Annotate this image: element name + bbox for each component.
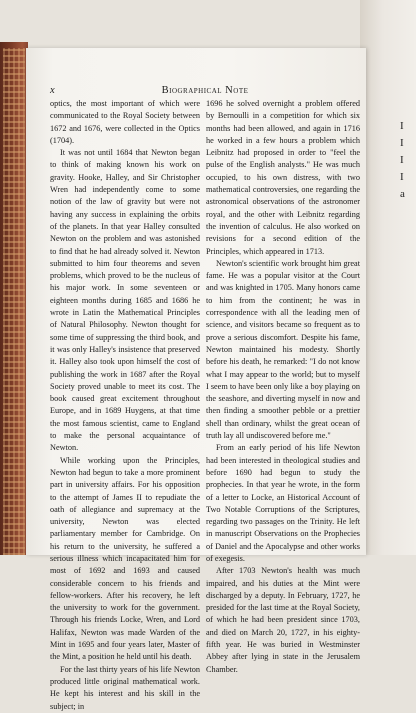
paragraph: 1696 he solved overnight a problem offered by Bernoulli in a competition for which six months had been allowed, and again in 1716 he worked in a few hours a problem which Leibnitz had proposed in order to "feel the pulse of the English analysts." He was much occupied, to his own distress, with two mathematical controversies, one regarding the astronomical observations of the astronomer royal, and the other with Leibnitz regarding the invention of calculus. He also worked on revisions for a second edition of the Principles, which appeared in 1713. bbox=[206, 99, 360, 256]
adjacent-letter: I bbox=[400, 154, 404, 166]
right-column bbox=[206, 98, 360, 676]
adjacent-letter: I bbox=[400, 137, 404, 149]
paragraph: From an early period of his life Newton had been interested in theological studies and before 1690 had begun to study the prophecies. In that year he wrote, in the form of a letter to Locke, an Historical Account of Two Notable Corruptions of the Scriptures, regarding two passages on the Trinity. He left in manuscript Observations on the Prophecies of Daniel and the Apocalypse and other works of exegesis. bbox=[206, 443, 360, 563]
paragraph: For the last thirty years of his life Newton produced little original mathematical work. He kept his interest and his skill in the subject; in bbox=[50, 664, 200, 711]
paragraph: While working upon the Principles, Newton had begun to take a more prominent part in university affairs. For his opposition to the attempt of James II to repudiate the oath of allegiance and supremacy at the university, Newton was elected parliamentary member for Cambridge. On his return to the university, he suffered a serious illness which incapacitated him for most of 1692 and 1693 and caused considerable concern to his friends and fellow-workers. After his recovery, he left the university to work for the government. Through his friends Locke, Wren, and Lord Halifax, Newton was made Warden of the Mint in 1695 and four years later, Master of the Mint, a position he held until his death. bbox=[50, 455, 200, 662]
adjacent-letter: a bbox=[400, 188, 405, 200]
running-header bbox=[50, 85, 360, 99]
background-right bbox=[360, 0, 416, 555]
page-number: x bbox=[50, 85, 55, 96]
paragraph: optics, the most important of which were communicated to the Royal Society between 1672 and 1676, were collected in the Optics (1704). bbox=[50, 99, 200, 145]
paragraph: It was not until 1684 that Newton began to think of making known his work on gravity. Hooke, Halley, and Sir Christopher Wren had independently come to some notion of the law of gravity but were not having any success in explaining the orbits of the planets. In that year Halley consulted Newton on the problem and was astonished to find that he had already solved it. Newton submitted to him four theorems and seven problems, which proved to be the nucleus of his major work. In some seventeen or eighteen months during 1685 and 1686 he wrote in Latin the Mathematical Principles of Natural Philosophy. Newton thought for some time of suppressing the third book, and it was only Halley's insistence that preserved it. Halley also took upon himself the cost of publishing the work in 1687 after the Royal Society proved unable to meet its cost. The book caused great excitement throughout Europe, and in 1689 Huygens, at that time the most famous scientist, came to England to make the personal acquaintance of Newton. bbox=[50, 148, 200, 453]
spine-decoration bbox=[3, 48, 25, 555]
paragraph: After 1703 Newton's health was much impaired, and his duties at the Mint were discharged by a deputy. In February, 1727, he presided for the last time at the Royal Society, of which he had been president since 1703, and died on March 20, 1727, in his eighty-fifth year. He was buried in Westminster Abbey after lying in state in the Jerusalem Chamber. bbox=[206, 566, 360, 674]
adjacent-letter: I bbox=[400, 120, 404, 132]
left-column bbox=[50, 98, 200, 713]
paragraph: Newton's scientific work brought him great fame. He was a popular visitor at the Court and was knighted in 1705. Many honors came to him from the continent; he was in correspondence with all the leading men of science, and visitors became so frequent as to prove a serious discomfort. Despite his fame, Newton maintained his modesty. Shortly before his death, he remarked: "I do not know what I may appear to the world; but to myself I seem to have been only like a boy playing on the seashore, and diverting myself in now and then finding a smoother pebble or a prettier shell than ordinary, whilst the great ocean of truth lay all undiscovered before me." bbox=[206, 258, 360, 441]
running-head-title: Biographical Note bbox=[161, 85, 249, 96]
adjacent-page-fragment bbox=[400, 118, 416, 203]
adjacent-letter: I bbox=[400, 171, 404, 183]
